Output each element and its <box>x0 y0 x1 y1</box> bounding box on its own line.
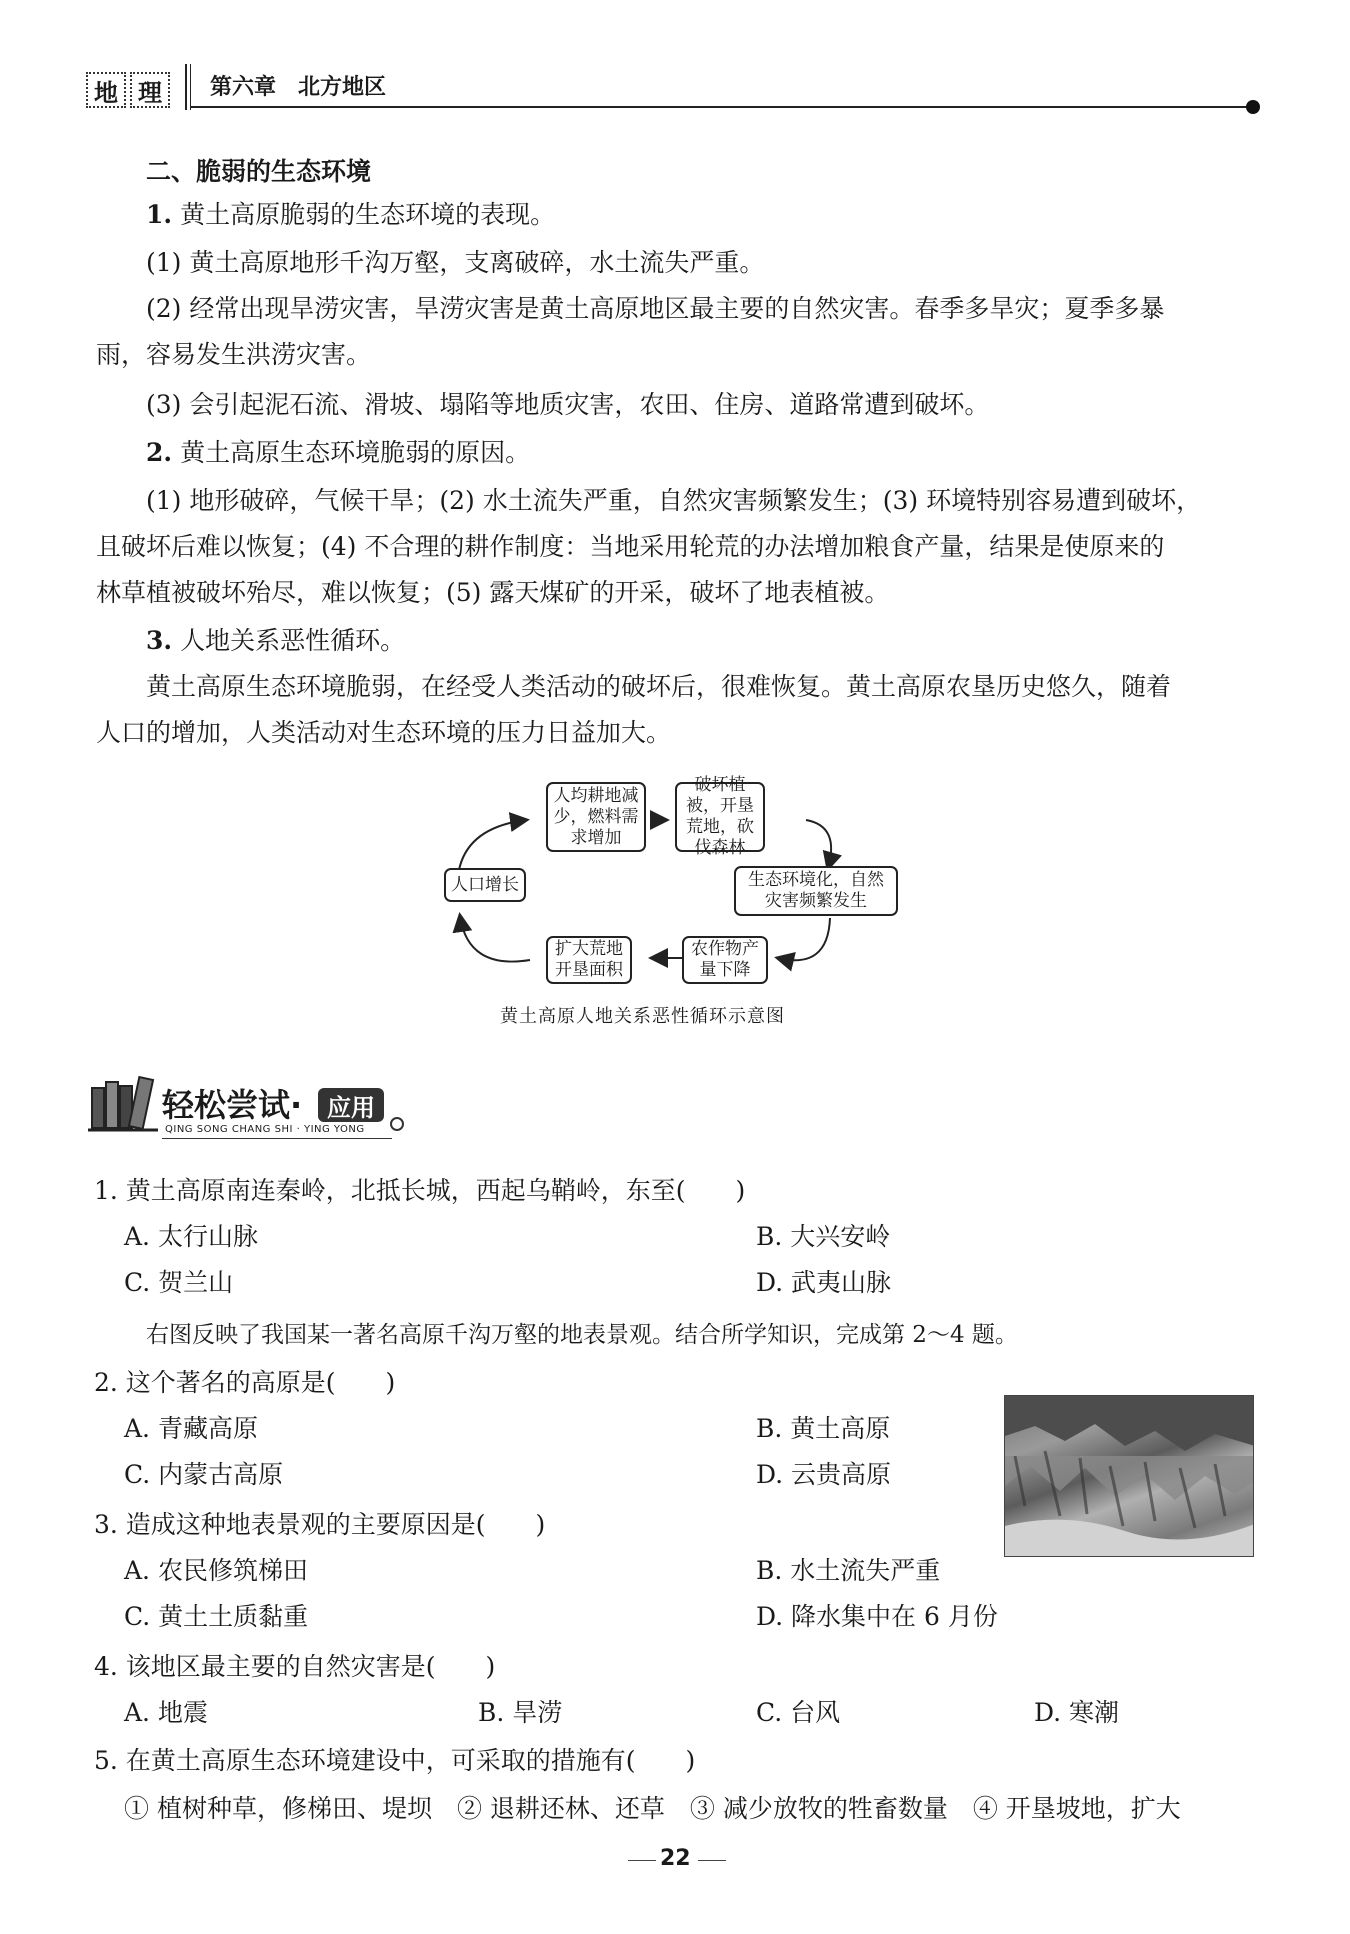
point-3-number: 3. <box>146 626 173 655</box>
point-1-number: 1. <box>146 200 173 229</box>
point-2-heading <box>146 436 530 470</box>
point-2-line: 且破坏后难以恢复；(4) 不合理的耕作制度：当地采用轮荒的办法增加粮食产量，结果是使原来的 <box>96 532 1165 561</box>
point-1-heading <box>146 198 555 232</box>
practice-pinyin: QING SONG CHANG SHI · YING YONG <box>165 1124 365 1135</box>
loess-plateau-photo <box>1004 1395 1254 1557</box>
point-2-text: 黄土高原生态环境脆弱的原因。 <box>180 438 531 467</box>
point-1-item: (1) 黄土高原地形千沟万壑，支离破碎，水土流失严重。 <box>146 248 765 277</box>
question-4-option-d: D. 寒潮 <box>1034 1698 1120 1727</box>
question-4-option-c: C. 台风 <box>756 1698 841 1727</box>
page-number-dash-left <box>628 1860 656 1861</box>
question-2-option-b: B. 黄土高原 <box>756 1414 891 1443</box>
question-2-option-d: D. 云贵高原 <box>756 1460 892 1489</box>
point-2-number: 2. <box>146 438 173 467</box>
node-crop-decline: 农作物产量下降 <box>682 936 768 984</box>
question-4-option-a: A. 地震 <box>124 1698 208 1727</box>
header-separator-thin <box>190 64 191 110</box>
header-rule-dot <box>1246 100 1260 114</box>
question-3-option-b: B. 水土流失严重 <box>756 1556 941 1585</box>
practice-underline <box>162 1138 392 1139</box>
diagram-caption: 黄土高原人地关系恶性循环示意图 <box>500 1006 785 1027</box>
header-separator <box>185 64 187 110</box>
question-4-stem: 4. 该地区最主要的自然灾害是( ) <box>94 1652 496 1681</box>
point-2-line: 林草植被破坏殆尽，难以恢复；(5) 露天煤矿的开采，破坏了地表植被。 <box>96 578 890 607</box>
point-1-item: (3) 会引起泥石流、滑坡、塌陷等地质灾害，农田、住房、道路常遭到破坏。 <box>146 390 990 419</box>
question-3-option-c: C. 黄土土质黏重 <box>124 1602 309 1631</box>
point-1-item-cont: 雨，容易发生洪涝灾害。 <box>96 340 372 369</box>
point-3-line: 人口的增加，人类活动对生态环境的压力日益加大。 <box>96 718 672 747</box>
practice-underline-circle <box>390 1117 404 1131</box>
chapter-title: 第六章 北方地区 <box>210 75 387 100</box>
page-number-dash-right <box>698 1860 726 1861</box>
question-3-option-d: D. 降水集中在 6 月份 <box>756 1602 998 1631</box>
point-3-text: 人地关系恶性循环。 <box>180 626 406 655</box>
question-5-options: ① 植树种草，修梯田、堤坝 ② 退耕还林、还草 ③ 减少放牧的牲畜数量 ④ 开垦坡地，扩大 <box>124 1794 1181 1823</box>
question-2-option-a: A. 青藏高原 <box>124 1414 258 1443</box>
books-icon <box>88 1074 160 1136</box>
subject-char-li: 理 <box>130 72 170 108</box>
question-1-option-b: B. 大兴安岭 <box>756 1222 891 1251</box>
subject-char-di: 地 <box>86 72 126 108</box>
node-population-growth: 人口增长 <box>444 868 526 902</box>
question-2-option-c: C. 内蒙古高原 <box>124 1460 284 1489</box>
point-1-item: (2) 经常出现旱涝灾害，旱涝灾害是黄土高原地区最主要的自然灾害。春季多旱灾；夏季多暴 <box>146 294 1165 323</box>
question-2-stem: 2. 这个著名的高原是( ) <box>94 1368 396 1397</box>
question-3-stem: 3. 造成这种地表景观的主要原因是( ) <box>94 1510 546 1539</box>
question-1-stem: 1. 黄土高原南连秦岭，北抵长城，西起乌鞘岭，东至( ) <box>94 1176 746 1205</box>
question-1-option-c: C. 贺兰山 <box>124 1268 234 1297</box>
practice-tag: 应用 <box>318 1088 384 1122</box>
question-5-stem: 5. 在黄土高原生态环境建设中，可采取的措施有( ) <box>94 1746 696 1775</box>
question-1-option-d: D. 武夷山脉 <box>756 1268 892 1297</box>
point-1-text: 黄土高原脆弱的生态环境的表现。 <box>180 200 556 229</box>
header-rule <box>190 106 1254 108</box>
question-4-option-b: B. 旱涝 <box>478 1698 563 1727</box>
point-3-heading <box>146 624 405 658</box>
question-1-option-a: A. 太行山脉 <box>124 1222 258 1251</box>
practice-title: 轻松尝试· <box>162 1086 303 1124</box>
section-title: 二、脆弱的生态环境 <box>146 157 372 186</box>
point-2-line: (1) 地形破碎，气候干旱；(2) 水土流失严重，自然灾害频繁发生；(3) 环境特别容易遭到破坏， <box>146 486 1202 515</box>
question-3-option-a: A. 农民修筑梯田 <box>124 1556 308 1585</box>
node-destroy-vegetation: 破坏植被，开垦荒地，砍伐森林 <box>675 782 765 852</box>
node-expand-wasteland: 扩大荒地开垦面积 <box>546 936 632 984</box>
node-farmland-decrease: 人均耕地减少，燃料需求增加 <box>546 782 646 852</box>
page-number: 22 <box>660 1846 691 1871</box>
point-3-line: 黄土高原生态环境脆弱，在经受人类活动的破坏后，很难恢复。黄土高原农垦历史悠久，随着 <box>146 672 1172 701</box>
questions-intro: 右图反映了我国某一著名高原千沟万壑的地表景观。结合所学知识，完成第 2～4 题。 <box>146 1322 1018 1348</box>
node-ecology-worsen: 生态环境化，自然灾害频繁发生 <box>734 866 898 916</box>
ravine-texture <box>1005 1396 1254 1557</box>
